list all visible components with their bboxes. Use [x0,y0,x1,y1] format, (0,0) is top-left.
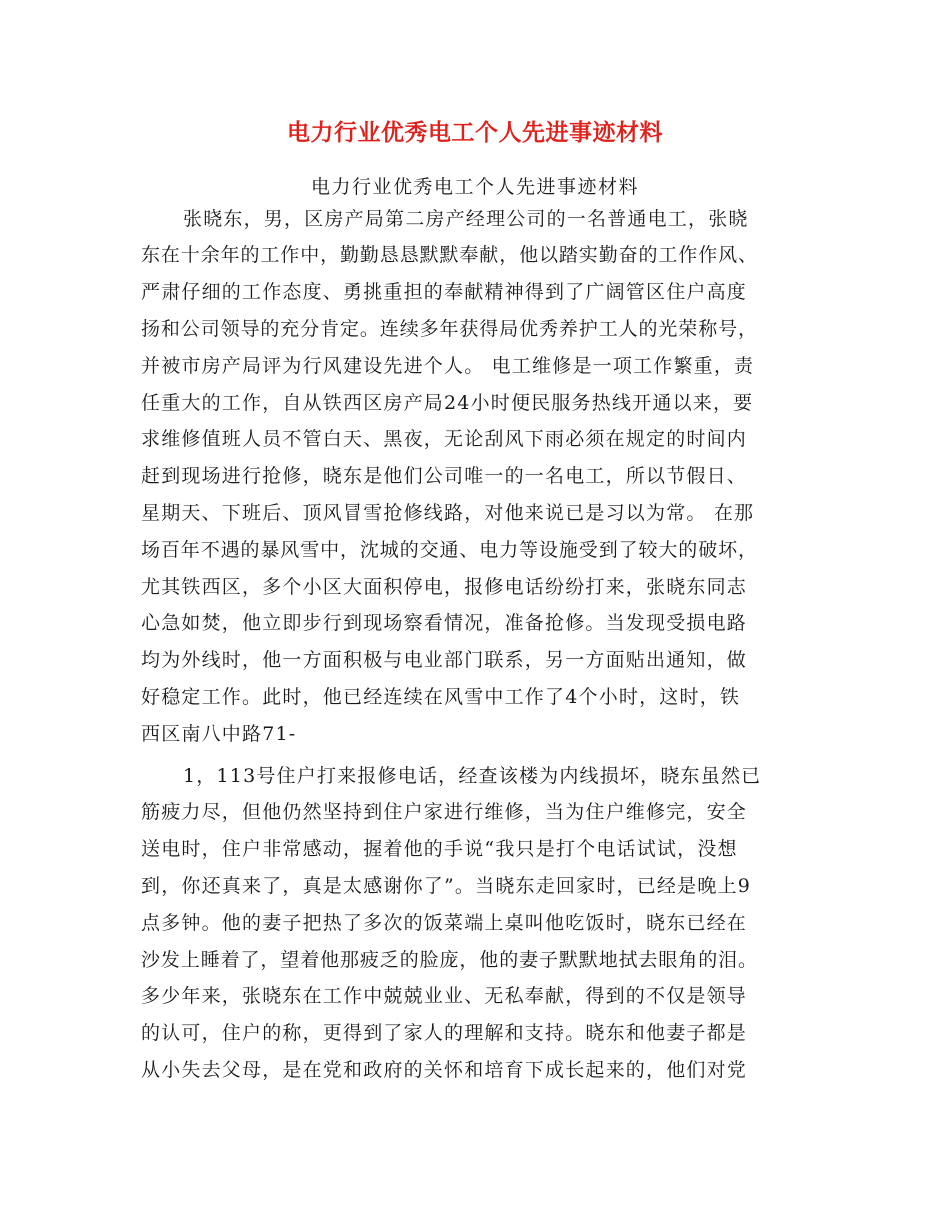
paragraph-line: 星期天、下班后、顶风冒雪抢修线路，对他来说已是习以为常。 在那 [141,502,755,524]
paragraph-line: 张晓东，男，区房产局第二房产经理公司的一名普通电工，张晓 [183,208,749,230]
paragraph-line: 1，113号住户打来报修电话，经查该楼为内线损坏，晓东虽然已 [183,765,762,787]
paragraph-line: 严肃仔细的工作态度、勇挑重担的奉献精神得到了广阔管区住户高度 [141,281,748,303]
paragraph-line: 并被市房产局评为行风建设先进个人。 电工维修是一项工作繁重，责 [141,355,755,377]
document-title: 电力行业优秀电工个人先进事迹材料 [287,120,663,146]
paragraph-line: 到，你还真来了，真是太感谢你了”。当晓东走回家时，已经是晚上9 [141,875,752,897]
paragraph-line: 均为外线时，他一方面积极与电业部门联系，另一方面贴出通知，做 [141,649,748,671]
paragraph-line: 的认可，住户的称，更得到了家人的理解和支持。晓东和他妻子都是 [141,1022,748,1044]
paragraph-line: 扬和公司领导的充分肯定。连续多年获得局优秀养护工人的光荣称号， [141,318,758,340]
paragraph-line: 多少年来，张晓东在工作中兢兢业业、无私奉献，得到的不仅是领导 [141,985,748,1007]
paragraph-line: 送电时，住户非常感动，握着他的手说“我只是打个电话试试，没想 [141,838,738,860]
document-subtitle: 电力行业优秀电工个人先进事迹材料 [310,176,639,198]
paragraph-line: 西区南八中路71- [141,723,297,745]
paragraph-line: 赶到现场进行抢修，晓东是他们公司唯一的一名电工，所以节假日、 [141,465,748,487]
paragraph-line: 从小失去父母，是在党和政府的关怀和培育下成长起来的，他们对党 [141,1059,748,1081]
paragraph-line: 心急如焚，他立即步行到现场察看情况，准备抢修。当发现受损电路 [141,612,748,634]
paragraph-line: 沙发上睡着了，望着他那疲乏的脸庞，他的妻子默默地拭去眼角的泪。 [141,949,758,971]
paragraph-line: 点多钟。他的妻子把热了多次的饭菜端上桌叫他吃饭时，晓东已经在 [141,912,748,934]
paragraph-line: 好稳定工作。此时，他已经连续在风雪中工作了4个小时，这时，铁 [141,686,741,708]
paragraph-line: 筋疲力尽，但他仍然坚持到住户家进行维修，当为住户维修完，安全 [141,801,748,823]
paragraph-line: 尤其铁西区，多个小区大面积停电，报修电话纷纷打来，张晓东同志 [141,576,748,598]
paragraph-line: 求维修值班人员不管白天、黑夜，无论刮风下雨必须在规定的时间内 [141,428,748,450]
paragraph-line: 东在十余年的工作中，勤勤恳恳默默奉献，他以踏实勤奋的工作作风、 [141,244,758,266]
paragraph-line: 场百年不遇的暴风雪中，沈城的交通、电力等设施受到了较大的破坏， [141,539,758,561]
paragraph-line: 任重大的工作，自从铁西区房产局24小时便民服务热线开通以来，要 [141,392,754,414]
